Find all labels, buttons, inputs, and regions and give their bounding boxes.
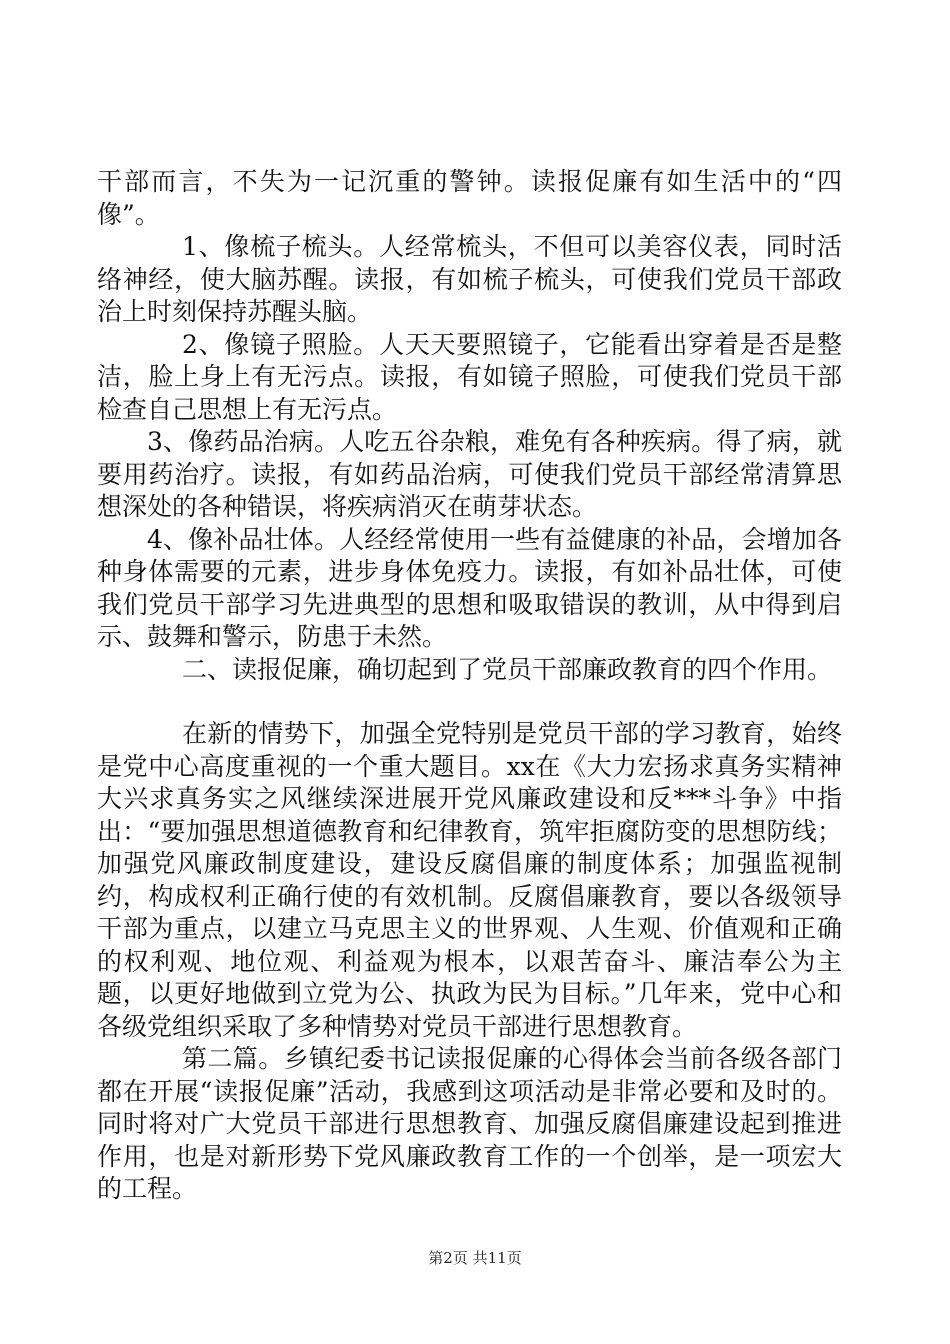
paragraph-item-3: 3、像药品治病。人吃五谷杂粮，难免有各种疾病。得了病，就要用药治疗。读报，有如药品治病，可使我们党员干部经常清算思想深处的各种错误，将疾病消灭在萌芽状态。	[97, 427, 842, 521]
section-heading: 二、读报促廉，确切起到了党员干部廉政教育的四个作用。	[182, 654, 833, 684]
paragraph-item-4: 4、像补品壮体。人经经常使用一些有益健康的补品，会增加各种身体需要的元素，进步身体免疫力。读报，有如补品壮体，可使我们党员干部学习先进典型的思想和吸取错误的教训，从中得到启示、鼓舞和警示，防患于未然。	[97, 524, 842, 651]
paragraph-intro: 干部而言，不失为一记沉重的警钟。读报促廉有如生活中的“四像”。	[97, 167, 842, 229]
document-body	[97, 166, 842, 1206]
paragraph-item-2: 2、像镜子照脸。人天天要照镜子，它能看出穿着是否是整洁，脸上身上有无污点。读报，有如镜子照脸，可使我们党员干部检查自己思想上有无污点。	[97, 329, 842, 424]
page-number-footer: 第2页 共11页	[428, 1249, 522, 1267]
paragraph-second-article: 第二篇。乡镇纪委书记读报促廉的心得体会当前各级各部门都在开展“读报促廉”活动，我感到这项活动是非常必要和及时的。同时将对广大党员干部进行思想教育、加强反腐倡廉建设起到推进作用，也是对新形势下党风廉政教育工作的一个创举，是一项宏大的工程。	[97, 1044, 842, 1203]
paragraph-body: 在新的情势下，加强全党特别是党员干部的学习教育，始终是党中心高度重视的一个重大题目。xx在《大力宏扬求真务实精神大兴求真务实之风继续深进展开党风廉政建设和反***斗争》中指出：“要加强思想道德教育和纪律教育，筑牢拒腐防变的思想防线；加强党风廉政制度建设，建设反腐倡廉的制度体系；加强监视制约，构成权利正确行使的有效机制。反腐倡廉教育，要以各级领导干部为重点，以建立马克思主义的世界观、人生观、价值观和正确的权利观、地位观、利益观为根本，以艰苦奋斗、廉洁奉公为主题，以更好地做到立党为公、执政为民为目标。”几年来，党中心和各级党组织采取了多种情势对党员干部进行思想教育。	[97, 719, 842, 1041]
paragraph-spacer	[97, 686, 842, 718]
paragraph-item-1: 1、像梳子梳头。人经常梳头，不但可以美容仪表，同时活络神经，使大脑苏醒。读报，有如梳子梳头，可使我们党员干部政治上时刻保持苏醒头脑。	[97, 232, 842, 326]
